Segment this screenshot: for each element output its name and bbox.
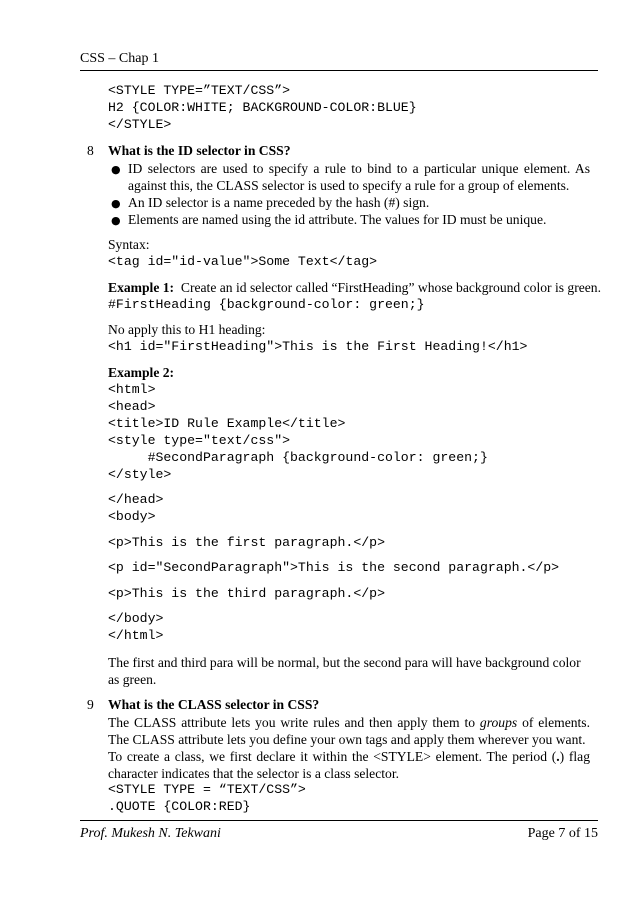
code-line: <p>This is the first paragraph.</p>	[108, 535, 385, 550]
code-line: </STYLE>	[108, 117, 172, 132]
bullet-text: An ID selector is a name preceded by the hash (#) sign.	[128, 195, 430, 210]
code-line: <body>	[108, 509, 156, 524]
text-span: To create a class, we first declare it within the <STYLE> element. The period (	[108, 749, 557, 764]
paragraph	[108, 714, 590, 748]
example2-label: Example 2:	[108, 365, 175, 380]
footer-page-number: Page 7 of 15	[527, 826, 598, 841]
code-line: <title>ID Rule Example</title>	[108, 416, 346, 431]
code-line: </html>	[108, 628, 164, 643]
bullet-icon: ●	[111, 214, 121, 227]
apply-code: <h1 id="FirstHeading">This is the First Heading!</h1>	[108, 339, 528, 354]
code-line: </body>	[108, 611, 164, 626]
text-span: The CLASS attribute lets you write rules and then apply them to	[108, 715, 480, 730]
question-number: 9	[87, 697, 94, 712]
code-line: #SecondParagraph {background-color: green;}	[108, 450, 488, 465]
code-line: .QUOTE {COLOR:RED}	[108, 799, 251, 814]
question-number: 8	[87, 143, 94, 158]
bullet-icon: ●	[111, 197, 121, 210]
code-line: </head>	[108, 492, 164, 507]
syntax-label: Syntax:	[108, 237, 150, 252]
footer-rule	[80, 820, 598, 821]
code-line: </style>	[108, 467, 172, 482]
question-title: What is the ID selector in CSS?	[108, 143, 291, 158]
period-char: .	[556, 749, 560, 764]
example1-code: #FirstHeading {background-color: green;}	[108, 297, 425, 312]
emphasis: groups	[479, 715, 518, 730]
paragraph	[108, 748, 590, 782]
header-rule	[80, 70, 598, 71]
footer-author: Prof. Mukesh N. Tekwani	[80, 826, 221, 841]
example1-label: Example 1:	[108, 280, 175, 295]
apply-text: No apply this to H1 heading:	[108, 322, 266, 337]
question-title: What is the CLASS selector in CSS?	[108, 697, 320, 712]
text-span: of elements. The CLASS attribute lets you define your own tags and apply them wherever you want.	[108, 715, 590, 747]
code-line: H2 {COLOR:WHITE; BACKGROUND-COLOR:BLUE}	[108, 100, 417, 115]
code-line: <STYLE TYPE = “TEXT/CSS”>	[108, 782, 306, 797]
bullet-text: Elements are named using the id attribute. The values for ID must be unique.	[128, 212, 547, 227]
text-span: ) flag character indicates that the selector is a class selector.	[108, 749, 590, 781]
conclusion-text: The first and third para will be normal, but the second para will have background color as green.	[108, 655, 581, 687]
running-header: CSS – Chap 1	[80, 51, 159, 66]
code-line: <STYLE TYPE=”TEXT/CSS”>	[108, 83, 291, 98]
syntax-code: <tag id="id-value">Some Text</tag>	[108, 254, 378, 269]
bullet-text: ID selectors are used to specify a rule to bind to a particular unique element. As against this, the CLASS selector is used to specify a rule for a group of elements.	[128, 161, 590, 193]
code-line: <p>This is the third paragraph.</p>	[108, 586, 385, 601]
example1-text: Create an id selector called “FirstHeading” whose background color is green.	[174, 280, 601, 295]
code-line: <html>	[108, 382, 156, 397]
example1-line	[108, 280, 601, 296]
bullet-icon: ●	[111, 163, 121, 176]
code-line: <p id="SecondParagraph">This is the second paragraph.</p>	[108, 560, 560, 575]
code-line: <style type="text/css">	[108, 433, 291, 448]
code-line: <head>	[108, 399, 156, 414]
